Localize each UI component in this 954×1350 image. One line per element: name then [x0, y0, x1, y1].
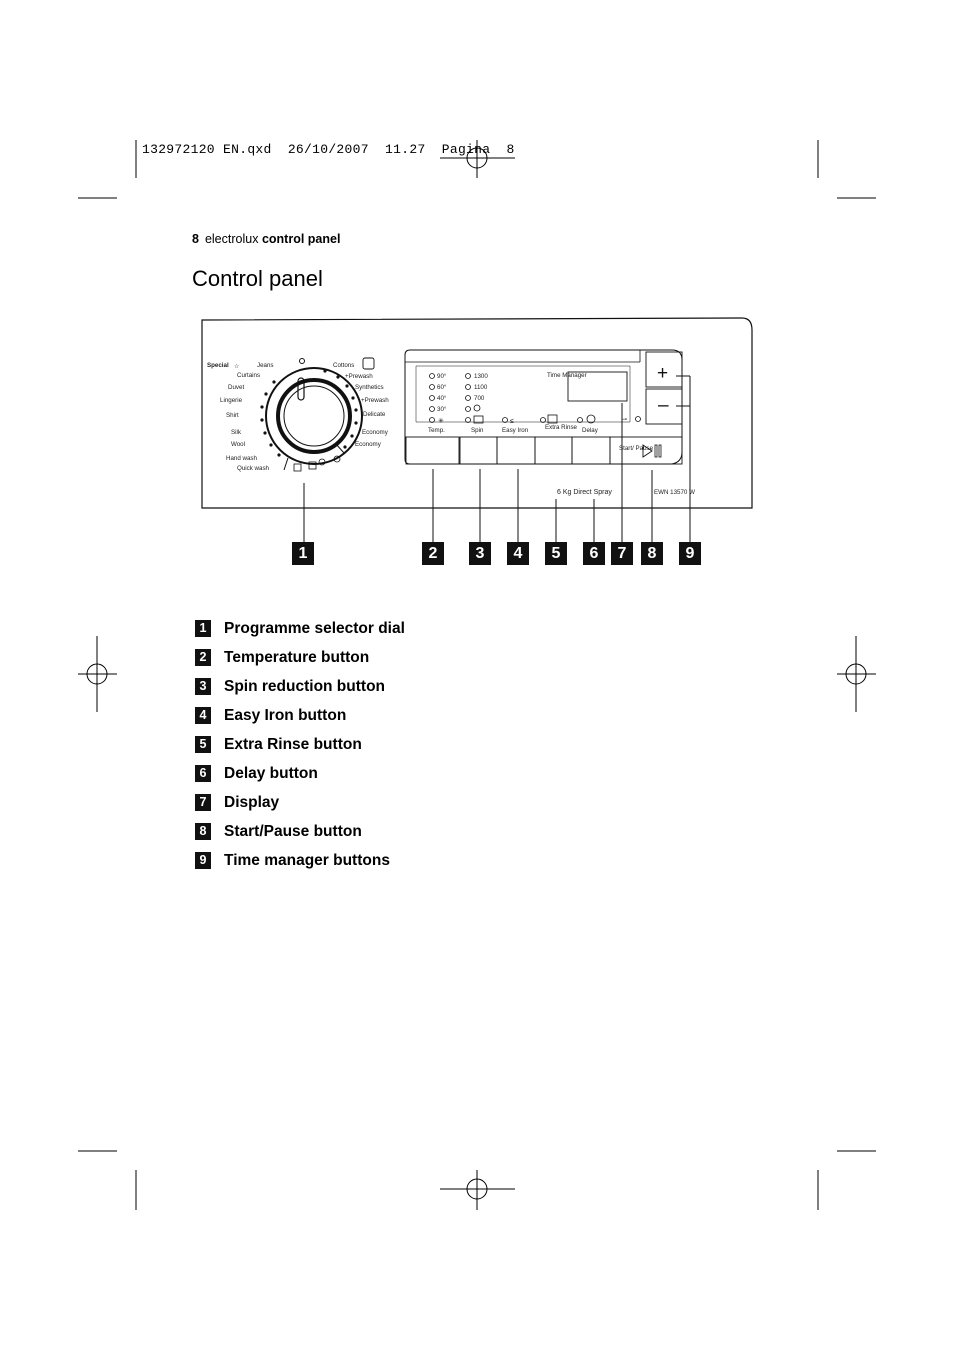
door-lock-icon: ⊸ — [622, 416, 628, 423]
plus-icon: + — [657, 363, 669, 384]
pause-icon — [655, 445, 657, 457]
svg-text:1300: 1300 — [474, 373, 488, 380]
section-name: control panel — [261, 232, 341, 246]
extra-rinse-button[interactable] — [535, 437, 572, 464]
minus-icon: – — [658, 395, 669, 416]
legend-label: Easy Iron button — [224, 706, 347, 724]
svg-text:40°: 40° — [437, 395, 447, 402]
page-title: Control panel — [192, 266, 323, 291]
dial-prog-silk: Silk — [231, 429, 241, 436]
programme-selector-dial[interactable] — [207, 358, 389, 472]
legend-label: Extra Rinse button — [224, 735, 362, 753]
legend-number: 4 — [195, 707, 211, 724]
extra-rinse-label: Extra Rinse — [545, 424, 577, 431]
pause-icon-bar — [659, 445, 661, 457]
legend-item — [195, 759, 405, 788]
legend-item — [195, 846, 405, 875]
legend-number: 7 — [195, 794, 211, 811]
rinse-symbol-icon — [294, 464, 301, 471]
legend-item — [195, 701, 405, 730]
spin-indicators — [466, 373, 489, 434]
legend-number: 1 — [195, 620, 211, 637]
legend-number: 9 — [195, 852, 211, 869]
dial-divider-left — [284, 458, 288, 470]
dial-outer-ring — [266, 368, 362, 464]
dial-prog-jeans: Jeans — [257, 362, 274, 369]
callout-5: 5 — [545, 542, 567, 565]
legend-label: Delay button — [224, 764, 318, 782]
no-spin-icon — [474, 405, 480, 411]
svg-text:60°: 60° — [437, 384, 447, 391]
time-manager-label: Time Manager — [547, 372, 587, 379]
legend-number: 8 — [195, 823, 211, 840]
temperature-button[interactable] — [406, 437, 459, 464]
legend-number: 5 — [195, 736, 211, 753]
callout-3: 3 — [469, 542, 491, 565]
callout-2: 2 — [422, 542, 444, 565]
callout-1: 1 — [292, 542, 314, 565]
legend-item — [195, 672, 405, 701]
legend-item — [195, 614, 405, 643]
dial-prog-shirt: Shirt — [226, 412, 239, 419]
legend-label: Time manager buttons — [224, 851, 390, 869]
dial-knob-inner — [284, 386, 344, 446]
dial-off-mark — [300, 359, 305, 364]
easy-iron-icon: ≤ — [510, 418, 514, 425]
dial-prog-cottons-prewash: +Prewash — [345, 373, 373, 380]
dial-prog-quick-wash: Quick wash — [237, 465, 269, 472]
svg-text:1100: 1100 — [474, 384, 488, 391]
dial-prog-economy-2: Economy — [355, 441, 381, 448]
callout-8: 8 — [641, 542, 663, 565]
control-panel-illustration — [0, 0, 954, 600]
callout-9: 9 — [679, 542, 701, 565]
legend-item — [195, 788, 405, 817]
legend-label: Temperature button — [224, 648, 370, 666]
delay-label: Delay — [582, 427, 598, 434]
legend-label: Programme selector dial — [224, 619, 405, 637]
dial-prog-delicate: Delicate — [363, 411, 386, 418]
svg-text:700: 700 — [474, 395, 485, 402]
easy-iron-label: Easy Iron — [502, 427, 529, 434]
dial-prog-curtains: Curtains — [237, 372, 261, 379]
cottons-eco-icon — [363, 358, 374, 369]
legend-number: 2 — [195, 649, 211, 666]
legend-label: Display — [224, 793, 280, 811]
model-number: EWN 13570 W — [654, 489, 695, 496]
legend-list — [195, 614, 405, 875]
dial-prog-economy-1: Economy — [362, 429, 388, 436]
dial-prog-lingerie: Lingerie — [220, 397, 243, 404]
legend-number: 3 — [195, 678, 211, 695]
dial-prog-hand-wash: Hand wash — [226, 455, 257, 462]
cold-wash-icon: ✳ — [438, 418, 444, 425]
delay-button[interactable] — [572, 437, 610, 464]
legend-item — [195, 643, 405, 672]
temperature-indicators — [428, 373, 447, 434]
dial-prog-synthetics-prewash: +Prewash — [361, 397, 389, 404]
spin-label: Spin — [471, 427, 484, 434]
brand-name: electrolux — [204, 232, 259, 246]
legend-label: Spin reduction button — [224, 677, 386, 695]
dial-prog-wool: Wool — [231, 441, 245, 448]
page-number: 8 — [192, 232, 199, 246]
callout-4: 4 — [507, 542, 529, 565]
dial-prog-cottons: Cottons — [333, 362, 355, 369]
dial-knob — [278, 380, 350, 452]
door-lock-led — [636, 417, 641, 422]
dial-divider-right — [336, 444, 344, 453]
legend-number: 6 — [195, 765, 211, 782]
spin-reduction-button[interactable] — [460, 437, 497, 464]
indicator-area — [416, 366, 630, 422]
temp-label: Temp. — [428, 427, 445, 434]
file-slug: 132972120 EN.qxd 26/10/2007 11.27 Pagina 8 — [142, 142, 515, 157]
start-pause-label: Start/ Pause — [619, 445, 654, 452]
callout-6: 6 — [583, 542, 605, 565]
star-icon: ☆ — [234, 363, 240, 370]
legend-item — [195, 817, 405, 846]
legend-label: Start/Pause button — [224, 822, 362, 840]
svg-text:30°: 30° — [437, 406, 447, 413]
model-tagline: 6 Kg Direct Spray — [557, 489, 612, 496]
callout-7: 7 — [611, 542, 633, 565]
dial-special-label: Special — [207, 362, 229, 369]
dial-prog-synthetics: Synthetics — [355, 384, 384, 391]
dial-prog-duvet: Duvet — [228, 384, 245, 391]
easy-iron-button[interactable] — [497, 437, 535, 464]
legend-item — [195, 730, 405, 759]
svg-text:90°: 90° — [437, 373, 447, 380]
